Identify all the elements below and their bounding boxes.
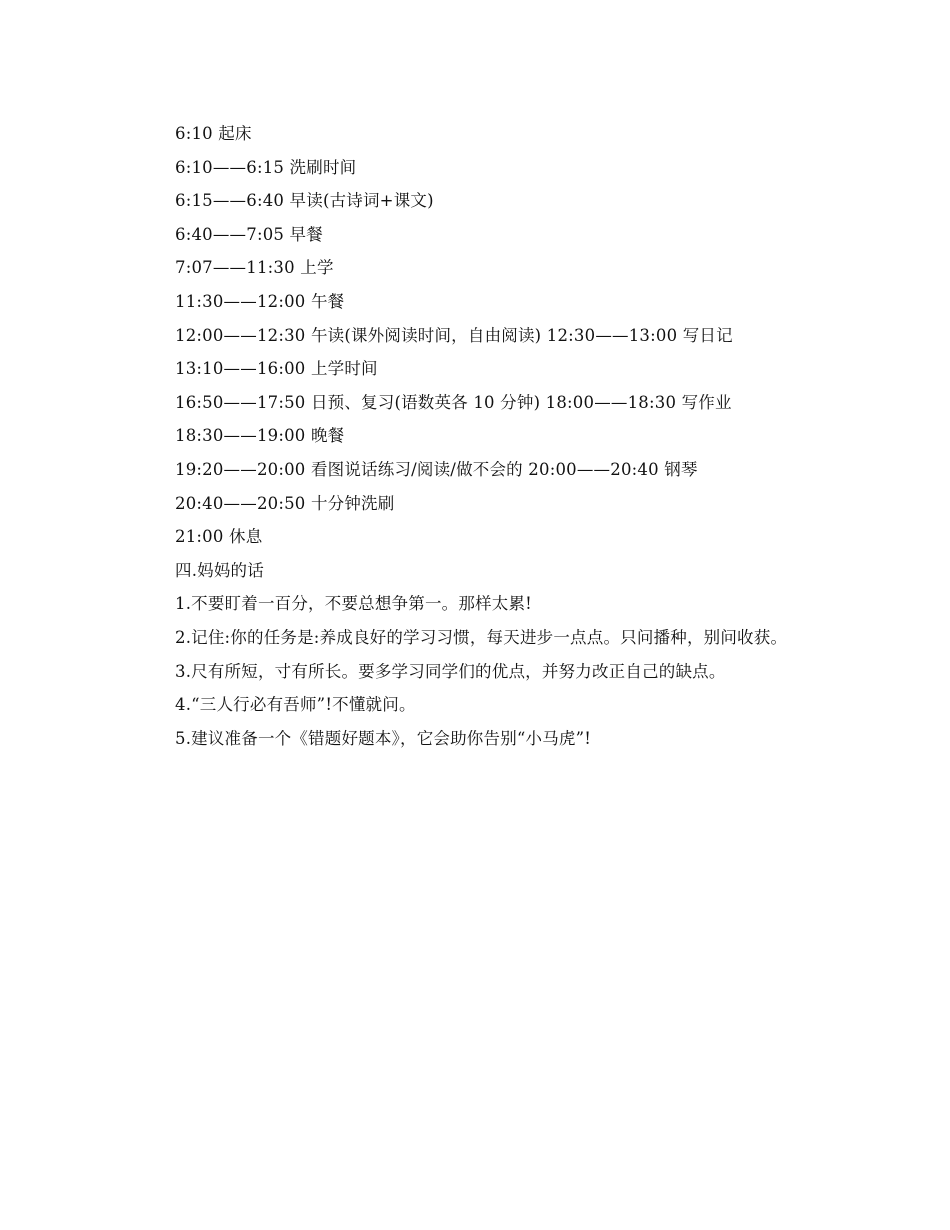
tip-item: 2.记住:你的任务是:养成良好的学习习惯，每天进步一点点。只问播种，别问收获。 [175,627,788,647]
schedule-line: 18:30——19:00 晚餐 [175,426,345,446]
schedule-line: 21:00 休息 [175,527,263,547]
schedule-line: 13:10——16:00 上学时间 [175,359,378,379]
schedule-line: 6:10——6:15 洗刷时间 [175,157,357,177]
tip-item: 5.建议准备一个《错题好题本》，它会助你告别“小马虎”! [175,728,592,748]
tip-item: 1.不要盯着一百分，不要总想争第一。那样太累! [175,594,532,614]
schedule-line: 16:50——17:50 日预、复习(语数英各 10 分钟) 18:00——18:30 写作业 [175,392,732,412]
schedule-line: 6:10 起床 [175,124,252,143]
schedule-line: 19:20——20:00 看图说话练习/阅读/做不会的 20:00——20:40 钢琴 [175,459,698,479]
schedule-line: 11:30——12:00 午餐 [175,291,345,311]
schedule-line: 20:40——20:50 十分钟洗刷 [175,493,395,513]
document-body [138,117,818,755]
tip-item: 4.“三人行必有吾师”!不懂就问。 [175,695,416,715]
schedule-line: 7:07——11:30 上学 [175,258,334,278]
tip-item: 3.尺有所短，寸有所长。要多学习同学们的优点，并努力改正自己的缺点。 [175,661,726,681]
schedule-line: 6:15——6:40 早读(古诗词+课文) [175,191,434,211]
schedule-line: 12:00——12:30 午读(课外阅读时间，自由阅读) 12:30——13:00 写日记 [175,325,733,345]
section-heading: 四.妈妈的话 [175,560,264,580]
schedule-line: 6:40——7:05 早餐 [175,224,323,244]
